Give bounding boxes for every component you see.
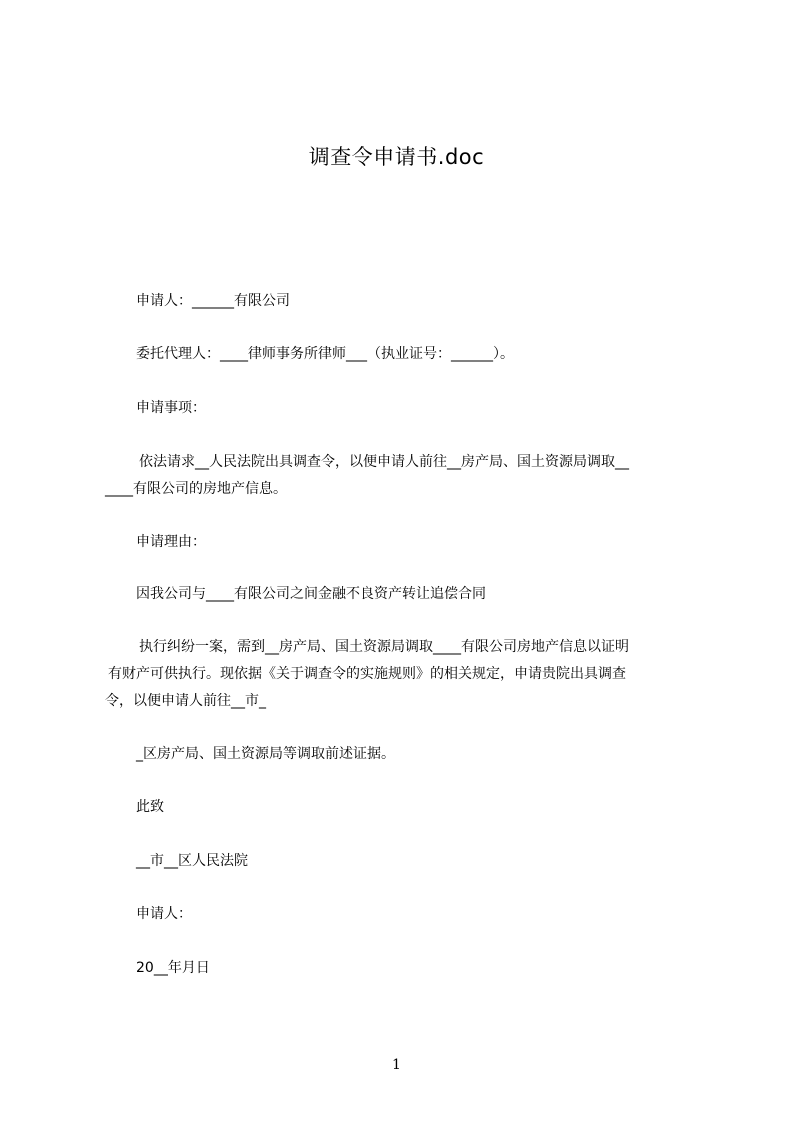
matters-text-line-2: ____有限公司的房地产信息。: [105, 481, 287, 497]
applicant-line: 申请人：______有限公司: [136, 293, 290, 309]
document-title: 调查令申请书.doc: [308, 145, 485, 169]
reasons-text-line-1: 执行纠纷一案，需到__房产局、国土资源局调取____有限公司房地产信息以证明: [139, 639, 629, 655]
agent-line: 委托代理人：____律师事务所律师___（执业证号：______）。: [136, 346, 514, 362]
reasons-line-1: 因我公司与____有限公司之间金融不良资产转让追偿合同: [136, 586, 486, 602]
matters-text-line-1: 依法请求__人民法院出具调查令，以便申请人前往__房产局、国土资源局调取__: [139, 454, 629, 470]
closing-line: 此致: [136, 799, 164, 815]
date-line: 20__年月日: [136, 960, 210, 976]
matters-heading: 申请事项：: [136, 400, 206, 416]
reasons-text-line-3: 令，以便申请人前往__市_: [105, 693, 266, 709]
page-number: 1: [392, 1057, 401, 1073]
signature-line: 申请人：: [136, 906, 192, 922]
reasons-line-2: _区房产局、国土资源局等调取前述证据。: [136, 746, 395, 762]
court-line: __市__区人民法院: [136, 853, 248, 869]
reasons-heading: 申请理由：: [136, 534, 206, 550]
reasons-text-line-2: 有财产可供执行。现依据《关于调查令的实施规则》的相关规定，申请贵院出具调查: [108, 666, 626, 682]
